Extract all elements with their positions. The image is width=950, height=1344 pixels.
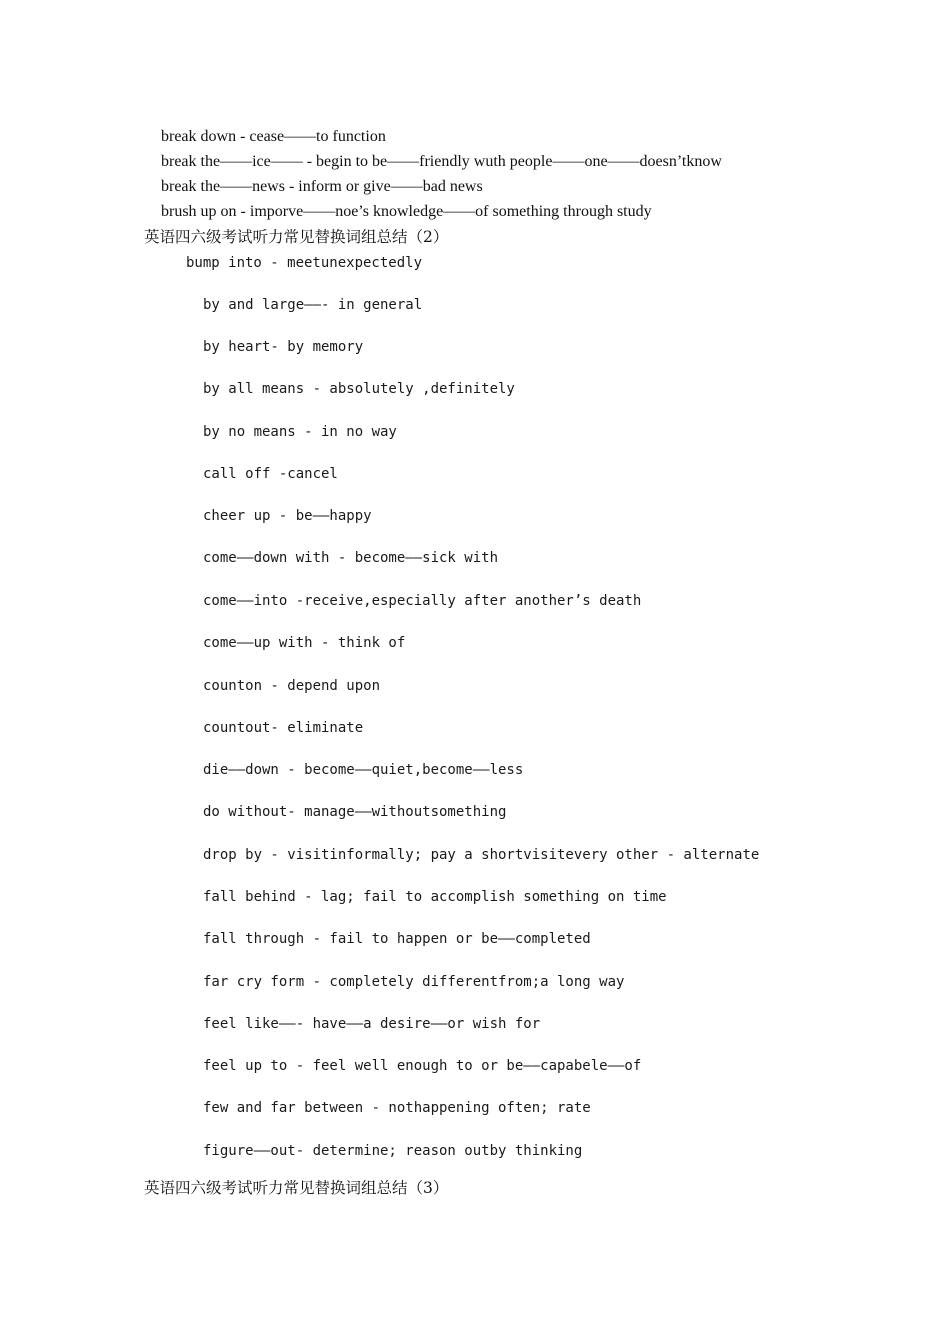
phrase-line: call off -cancel bbox=[203, 466, 338, 482]
phrase-line: come——up with - think of bbox=[203, 635, 406, 651]
phrase-line: come——into -receive,especially after another’s death bbox=[203, 593, 642, 609]
phrase-line: few and far between - nothappening often; rate bbox=[203, 1100, 591, 1116]
phrase-line: cheer up - be——happy bbox=[203, 508, 372, 524]
section-heading: 英语四六级考试听力常见替换词组总结（2） bbox=[144, 228, 449, 246]
phrase-line: by and large——- in general bbox=[203, 297, 423, 313]
phrase-line: come——down with - become——sick with bbox=[203, 550, 499, 566]
phrase-line: break down - cease——to function bbox=[161, 128, 386, 145]
phrase-line: do without- manage——withoutsomething bbox=[203, 804, 507, 820]
section-heading: 英语四六级考试听力常见替换词组总结（3） bbox=[144, 1179, 449, 1197]
phrase-line: brush up on - imporve——noe’s knowledge——of something through study bbox=[161, 203, 652, 220]
phrase-line: fall through - fail to happen or be——completed bbox=[203, 931, 591, 947]
phrase-line: far cry form - completely differentfrom;a long way bbox=[203, 974, 625, 990]
phrase-line: figure——out- determine; reason outby thinking bbox=[203, 1143, 583, 1159]
phrase-line: by no means - in no way bbox=[203, 424, 397, 440]
phrase-line: fall behind - lag; fail to accomplish something on time bbox=[203, 889, 667, 905]
phrase-line: by heart- by memory bbox=[203, 339, 364, 355]
phrase-line: bump into - meetunexpectedly bbox=[186, 255, 423, 271]
phrase-line: counton - depend upon bbox=[203, 678, 381, 694]
phrase-line: countout- eliminate bbox=[203, 720, 364, 736]
phrase-line: feel up to - feel well enough to or be——capabele——of bbox=[203, 1058, 642, 1074]
phrase-line: feel like——- have——a desire——or wish for bbox=[203, 1016, 541, 1032]
phrase-line: drop by - visitinformally; pay a shortvisitevery other - alternate bbox=[203, 847, 760, 863]
phrase-line: break the——ice—— - begin to be——friendly wuth people——one——doesn’tknow bbox=[161, 153, 722, 170]
phrase-line: die——down - become——quiet,become——less bbox=[203, 762, 524, 778]
phrase-line: by all means - absolutely ,definitely bbox=[203, 381, 515, 397]
phrase-line: break the——news - inform or give——bad news bbox=[161, 178, 483, 195]
